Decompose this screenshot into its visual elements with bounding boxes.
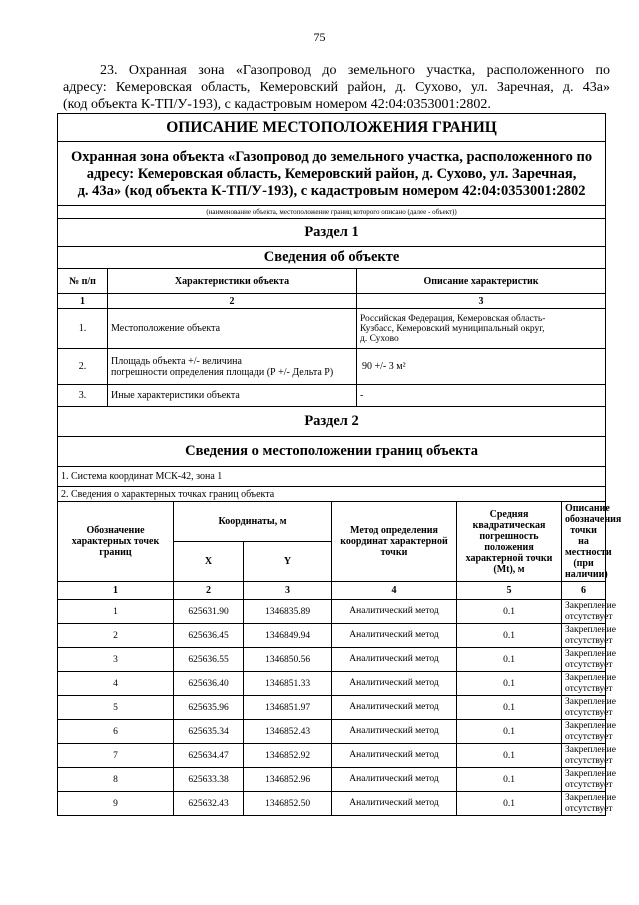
point-y: 1346852.43 (244, 720, 332, 744)
col-number-2: 2 (108, 294, 357, 309)
point-number: 1 (58, 600, 174, 624)
value-line: Российская Федерация, Кемеровская область- (360, 313, 546, 324)
intro-line-2: адресу: Кемеровская область, Кемеровский район, д. Сухово, ул. Заречная, д. 43а» (63, 80, 610, 95)
point-description: Закрепление отсутствует (562, 648, 606, 672)
section2-subheading: Сведения о местоположении границ объекта (58, 437, 606, 467)
object-caption: (наименование объекта, местоположение границ которого описано (далее - объект)) (58, 206, 606, 219)
table-row (58, 349, 606, 385)
point-method: Аналитический метод (332, 648, 457, 672)
col-header-designation: Обозначение характерных точек границ (58, 502, 174, 582)
object-title (58, 142, 606, 206)
point-method: Аналитический метод (332, 744, 457, 768)
row-number: 3. (58, 385, 108, 407)
col-number-3: 3 (244, 582, 332, 600)
document-title: ОПИСАНИЕ МЕСТОПОЛОЖЕНИЯ ГРАНИЦ (58, 114, 606, 142)
value-line: д. Сухово (360, 333, 399, 344)
point-x: 625631.90 (174, 600, 244, 624)
point-y: 1346850.56 (244, 648, 332, 672)
point-number: 2 (58, 624, 174, 648)
characteristic-value: 90 +/- 3 м² (357, 349, 606, 385)
object-title-line-1: Охранная зона объекта «Газопровод до земельного участка, расположенного по (71, 149, 593, 165)
point-x: 625633.38 (174, 768, 244, 792)
point-error: 0.1 (457, 624, 562, 648)
point-number: 6 (58, 720, 174, 744)
table-row (58, 696, 606, 720)
point-x: 625634.47 (174, 744, 244, 768)
object-title-line-2: адресу: Кемеровская область, Кемеровский район, д. Сухово, ул. Заречная, (86, 166, 577, 182)
point-y: 1346849.94 (244, 624, 332, 648)
point-y: 1346851.97 (244, 696, 332, 720)
col-number-1: 1 (58, 582, 174, 600)
table-row (58, 768, 606, 792)
table-row (58, 600, 606, 624)
point-error: 0.1 (457, 768, 562, 792)
point-number: 4 (58, 672, 174, 696)
table-row (58, 720, 606, 744)
table-row (58, 309, 606, 349)
point-error: 0.1 (457, 648, 562, 672)
point-number: 9 (58, 792, 174, 816)
col-number-3: 3 (357, 294, 606, 309)
col-header-number: № п/п (58, 269, 108, 294)
table-row (58, 624, 606, 648)
col-header-location-description: Описание обозначения точки на местности (при наличии) (562, 502, 606, 582)
point-x: 625635.34 (174, 720, 244, 744)
col-number-2: 2 (174, 582, 244, 600)
characteristic-value: - (357, 385, 606, 407)
point-number: 3 (58, 648, 174, 672)
point-number: 8 (58, 768, 174, 792)
col-header-characteristic: Характеристики объекта (108, 269, 357, 294)
page-number: 75 (313, 30, 326, 44)
point-method: Аналитический метод (332, 672, 457, 696)
point-y: 1346835.89 (244, 600, 332, 624)
point-y: 1346852.50 (244, 792, 332, 816)
intro-paragraph (63, 62, 610, 113)
characteristic-name (108, 349, 357, 385)
col-number-6: 6 (562, 582, 606, 600)
point-description: Закрепление отсутствует (562, 744, 606, 768)
boundary-description-form (57, 113, 622, 816)
point-method: Аналитический метод (332, 696, 457, 720)
point-x: 625632.43 (174, 792, 244, 816)
coordinate-system: 1. Система координат МСК-42, зона 1 (58, 467, 606, 487)
characteristic-value (357, 309, 606, 349)
point-x: 625636.55 (174, 648, 244, 672)
value-line: Кузбасс, Кемеровский муниципальный округ, (360, 323, 545, 334)
name-line: Площадь объекта +/- величина (111, 355, 242, 367)
point-method: Аналитический метод (332, 792, 457, 816)
col-number-4: 4 (332, 582, 457, 600)
col-header-x: X (174, 542, 244, 582)
point-x: 625635.96 (174, 696, 244, 720)
section1-subheading: Сведения об объекте (58, 247, 606, 269)
name-line: погрешности определения площади (Р +/- Дельта Р) (111, 366, 334, 378)
row-number: 1. (58, 309, 108, 349)
point-error: 0.1 (457, 720, 562, 744)
point-error: 0.1 (457, 792, 562, 816)
point-description: Закрепление отсутствует (562, 792, 606, 816)
point-y: 1346852.92 (244, 744, 332, 768)
table-row (58, 648, 606, 672)
point-method: Аналитический метод (332, 600, 457, 624)
point-x: 625636.45 (174, 624, 244, 648)
col-header-error: Средняя квадратическая погрешность положения характерной точки (Mt), м (457, 502, 562, 582)
point-number: 7 (58, 744, 174, 768)
intro-line-1: 23. Охранная зона «Газопровод до земельного участка, расположенного по (100, 63, 610, 78)
intro-line-3: (код объекта К-ТП/У-193), с кадастровым номером 42:04:0353001:2802. (63, 97, 491, 112)
point-description: Закрепление отсутствует (562, 600, 606, 624)
points-caption: 2. Сведения о характерных точках границ объекта (58, 487, 606, 502)
section1-heading: Раздел 1 (58, 219, 606, 247)
col-header-y: Y (244, 542, 332, 582)
point-error: 0.1 (457, 696, 562, 720)
point-x: 625636.40 (174, 672, 244, 696)
point-description: Закрепление отсутствует (562, 624, 606, 648)
point-y: 1346851.33 (244, 672, 332, 696)
point-description: Закрепление отсутствует (562, 768, 606, 792)
point-method: Аналитический метод (332, 720, 457, 744)
col-header-description: Описание характеристик (357, 269, 606, 294)
point-number: 5 (58, 696, 174, 720)
table-row (58, 792, 606, 816)
row-number: 2. (58, 349, 108, 385)
point-error: 0.1 (457, 600, 562, 624)
table-row (58, 385, 606, 407)
col-number-1: 1 (58, 294, 108, 309)
col-header-coordinates: Координаты, м (174, 502, 332, 542)
point-error: 0.1 (457, 672, 562, 696)
table-row (58, 744, 606, 768)
section2-heading: Раздел 2 (58, 407, 606, 437)
object-title-line-3: д. 43а» (код объекта К-ТП/У-193), с кадастровым номером 42:04:0353001:2802 (77, 183, 586, 199)
point-method: Аналитический метод (332, 624, 457, 648)
characteristic-name: Местоположение объекта (108, 309, 357, 349)
col-header-method: Метод определения координат характерной точки (332, 502, 457, 582)
point-y: 1346852.96 (244, 768, 332, 792)
characteristic-name: Иные характеристики объекта (108, 385, 357, 407)
point-description: Закрепление отсутствует (562, 720, 606, 744)
point-description: Закрепление отсутствует (562, 672, 606, 696)
point-description: Закрепление отсутствует (562, 696, 606, 720)
point-error: 0.1 (457, 744, 562, 768)
col-number-5: 5 (457, 582, 562, 600)
table-row (58, 672, 606, 696)
point-method: Аналитический метод (332, 768, 457, 792)
